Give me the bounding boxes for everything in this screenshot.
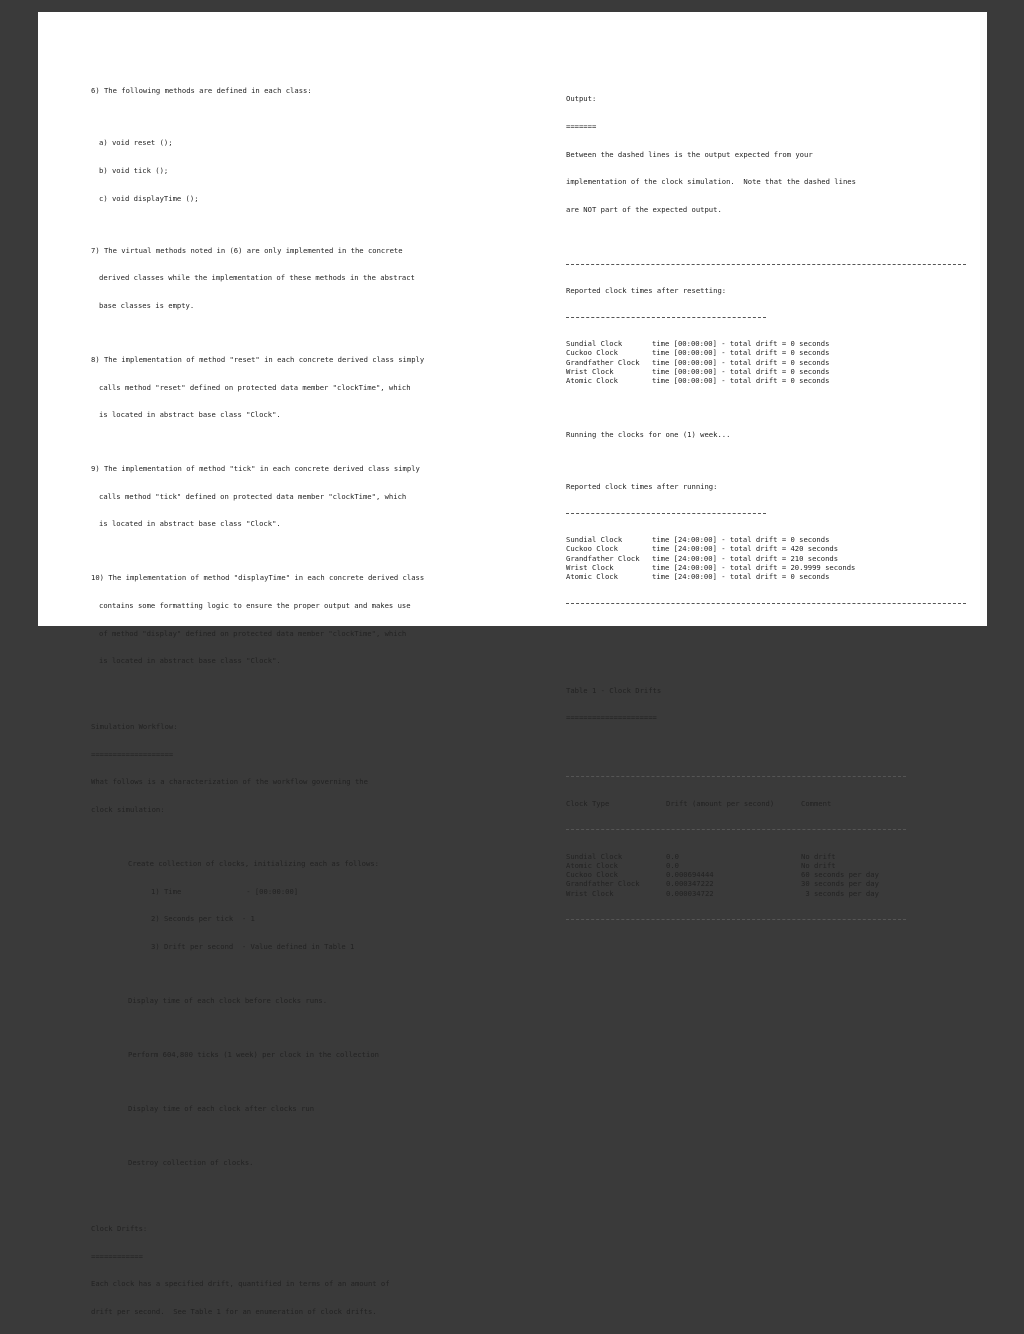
methods-intro: 6) The following methods are defined in each class: — [91, 86, 312, 96]
note-9-line: 9) The implementation of method "tick" in each concrete derived class simply — [91, 464, 420, 474]
clock-output: time [00:00:00] - total drift = 0 seconds — [652, 348, 830, 358]
clock-drift-table-body — [566, 852, 879, 898]
workflow-create-step: Create collection of clocks, initializing each as follows: — [128, 859, 379, 869]
table-row — [566, 572, 855, 581]
clock-output: time [24:00:00] - total drift = 210 seconds — [652, 553, 839, 563]
clock-name: Wrist Clock — [566, 366, 614, 376]
output-title: Output: — [566, 94, 597, 104]
clock-output: time [00:00:00] - total drift = 0 seconds — [652, 339, 830, 349]
column-header: Clock Type — [566, 798, 610, 808]
run-output-table — [566, 535, 855, 581]
method-display-time: c) void displayTime (); — [99, 193, 199, 203]
drift-value: 0.000034722 — [666, 888, 714, 898]
reset-output-table — [566, 339, 829, 385]
workflow-display-before: Display time of each clock before clocks runs. — [128, 995, 328, 1005]
table-row — [566, 339, 829, 348]
drift-comment: No drift — [801, 851, 836, 861]
clock-output: time [00:00:00] - total drift = 0 seconds — [652, 376, 830, 386]
running-message: Running the clocks for one (1) week... — [566, 430, 731, 440]
method-tick: b) void tick (); — [99, 166, 169, 176]
table-row — [566, 870, 879, 879]
note-10-line: 10) The implementation of method "displayTime" in each concrete derived class — [91, 573, 425, 583]
clock-output: time [24:00:00] - total drift = 420 seconds — [652, 544, 839, 554]
output-desc-line: implementation of the clock simulation. Note that the dashed lines — [566, 177, 856, 187]
clock-type: Sundial Clock — [566, 851, 623, 861]
workflow-title: Simulation Workflow: — [91, 722, 178, 732]
note-8-line: calls method "reset" defined on protected data member "clockTime", which — [99, 382, 411, 392]
table-header-row — [566, 799, 831, 808]
left-column — [91, 68, 491, 1334]
table1-underline: ===================== — [566, 713, 657, 723]
table1-header-rule — [566, 829, 906, 830]
clock-name: Cuckoo Clock — [566, 544, 618, 554]
clock-type: Wrist Clock — [566, 888, 614, 898]
clock-name: Cuckoo Clock — [566, 348, 618, 358]
clock-name: Atomic Clock — [566, 376, 618, 386]
clock-type: Grandfather Clock — [566, 879, 640, 889]
column-header: Drift (amount per second) — [666, 798, 775, 808]
run-header-rule — [566, 513, 766, 514]
reset-header: Reported clock times after resetting: — [566, 286, 727, 296]
table-row — [566, 376, 829, 385]
drift-value: 0.0 — [666, 861, 679, 871]
column-header: Comment — [801, 798, 832, 808]
note-9-line: is located in abstract base class "Clock". — [99, 519, 281, 529]
note-7-line: derived classes while the implementation of these methods in the abstract — [99, 273, 415, 283]
table1-title: Table 1 - Clock Drifts — [566, 685, 662, 695]
table-row — [566, 861, 879, 870]
clock-drifts-desc-line: drift per second. See Table 1 for an enumeration of clock drifts. — [91, 1306, 377, 1316]
output-underline: ======= — [566, 122, 597, 132]
table-row — [566, 535, 855, 544]
clock-output: time [24:00:00] - total drift = 20.9999 seconds — [652, 562, 856, 572]
init-item-seconds-per-tick: 2) Seconds per tick - 1 — [151, 914, 255, 924]
drift-comment: 3 seconds per day — [801, 888, 879, 898]
output-desc-line: are NOT part of the expected output. — [566, 204, 722, 214]
clock-drift-table — [566, 799, 831, 808]
clock-drifts-title: Clock Drifts: — [91, 1223, 148, 1233]
table-row — [566, 889, 879, 898]
note-10-line: is located in abstract base class "Clock". — [99, 656, 281, 666]
reset-header-rule — [566, 317, 766, 318]
output-end-rule — [566, 603, 966, 604]
note-10-line: of method "display" defined on protected data member "clockTime", which — [99, 628, 407, 638]
clock-type: Atomic Clock — [566, 861, 618, 871]
clock-type: Cuckoo Clock — [566, 870, 618, 880]
note-9-line: calls method "tick" defined on protected data member "clockTime", which — [99, 491, 407, 501]
init-item-drift: 3) Drift per second - Value defined in Table 1 — [151, 941, 355, 951]
table-row — [566, 563, 855, 572]
drift-value: 0.0 — [666, 851, 679, 861]
table-row — [566, 554, 855, 563]
drift-comment: 30 seconds per day — [801, 879, 879, 889]
clock-name: Wrist Clock — [566, 562, 614, 572]
clock-output: time [00:00:00] - total drift = 0 seconds — [652, 357, 830, 367]
clock-name: Atomic Clock — [566, 571, 618, 581]
drift-comment: 60 seconds per day — [801, 870, 879, 880]
note-8-line: 8) The implementation of method "reset" in each concrete derived class simply — [91, 354, 425, 364]
clock-output: time [24:00:00] - total drift = 0 seconds — [652, 535, 830, 545]
clock-drifts-underline: ============ — [91, 1251, 143, 1261]
note-10-line: contains some formatting logic to ensure the proper output and makes use — [99, 600, 411, 610]
table1-bottom-rule — [566, 919, 906, 920]
document-page — [38, 12, 987, 1316]
note-8-line: is located in abstract base class "Clock". — [99, 410, 281, 420]
method-reset: a) void reset (); — [99, 138, 173, 148]
clock-output: time [24:00:00] - total drift = 0 seconds — [652, 571, 830, 581]
right-column — [566, 76, 966, 942]
note-7-line: 7) The virtual methods noted in (6) are only implemented in the concrete — [91, 245, 403, 255]
clock-name: Sundial Clock — [566, 535, 623, 545]
run-header: Reported clock times after running: — [566, 482, 718, 492]
workflow-desc-line: clock simulation: — [91, 805, 165, 815]
workflow-display-after: Display time of each clock after clocks run — [128, 1103, 315, 1113]
output-desc-line: Between the dashed lines is the output expected from your — [566, 149, 813, 159]
workflow-perform-ticks: Perform 604,800 ticks (1 week) per clock in the collection — [128, 1049, 379, 1059]
drift-value: 0.000347222 — [666, 879, 714, 889]
output-start-rule — [566, 264, 966, 265]
workflow-destroy: Destroy collection of clocks. — [128, 1157, 254, 1167]
table-row — [566, 852, 879, 861]
clock-drifts-desc-line: Each clock has a specified drift, quantified in terms of an amount of — [91, 1279, 390, 1289]
workflow-underline: =================== — [91, 749, 174, 759]
clock-name: Grandfather Clock — [566, 553, 640, 563]
note-7-line: base classes is empty. — [99, 300, 195, 310]
table1-top-rule — [566, 776, 906, 777]
init-item-time: 1) Time - [00:00:00] — [151, 886, 299, 896]
clock-name: Grandfather Clock — [566, 357, 640, 367]
table-row — [566, 367, 829, 376]
table-row — [566, 348, 829, 357]
table-row — [566, 358, 829, 367]
workflow-desc-line: What follows is a characterization of the workflow governing the — [91, 777, 368, 787]
clock-name: Sundial Clock — [566, 339, 623, 349]
table-row — [566, 879, 879, 888]
clock-output: time [00:00:00] - total drift = 0 seconds — [652, 366, 830, 376]
drift-comment: No drift — [801, 861, 836, 871]
table-row — [566, 544, 855, 553]
drift-value: 0.000694444 — [666, 870, 714, 880]
